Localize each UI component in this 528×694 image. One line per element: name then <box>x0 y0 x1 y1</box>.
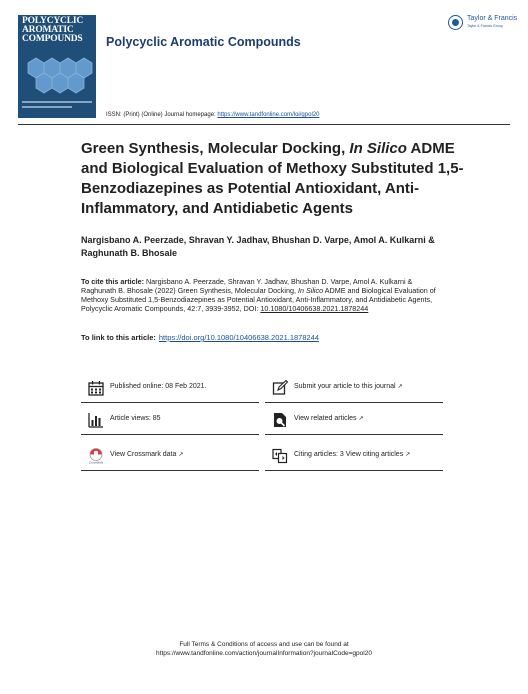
card-divider <box>265 470 443 472</box>
published-online-text: Published online: 08 Feb 2021. <box>110 383 207 390</box>
crossmark-icon <box>88 448 104 464</box>
crossmark-logo-text: CrossMark <box>88 460 104 464</box>
related-articles-link[interactable] <box>265 405 443 435</box>
related-articles-text: View related articles <box>294 415 357 422</box>
article-views-text: Article views: 85 <box>110 415 161 422</box>
article-link-line <box>81 333 319 342</box>
external-link-icon: ↗ <box>358 416 364 422</box>
card-divider <box>81 402 259 404</box>
footer <box>0 640 528 658</box>
citing-articles-icon <box>272 448 288 464</box>
journal-cover-image <box>18 15 96 118</box>
issn-line <box>106 112 319 118</box>
bar-chart-icon <box>88 412 104 428</box>
journal-homepage-link[interactable]: https://www.tandfonline.com/loi/gpol20 <box>217 112 320 118</box>
article-views-card <box>81 405 259 435</box>
citation-doi-link[interactable]: 10.1080/10406638.2021.1878244 <box>260 304 369 313</box>
citing-articles-count: Citing articles: 3 <box>294 451 346 458</box>
publisher-logo-subtext: Taylor & Francis Group <box>467 24 503 28</box>
external-link-icon: ↗ <box>405 452 411 458</box>
citing-articles-card[interactable] <box>265 441 443 471</box>
article-doi-link[interactable]: https://doi.org/10.1080/10406638.2021.1878244 <box>158 333 320 342</box>
cover-hexagon-graphic <box>18 49 96 99</box>
card-divider <box>81 434 259 436</box>
cover-title: POLYCYCLIC AROMATIC COMPOUNDS <box>22 16 83 44</box>
journal-title[interactable]: Polycyclic Aromatic Compounds <box>106 35 301 49</box>
article-authors: Nargisbano A. Peerzade, Shravan Y. Jadhav, Bhushan D. Varpe, Amol A. Kulkarni & Raghunath B. Bhosale <box>81 235 435 258</box>
external-link-icon: ↗ <box>397 384 403 390</box>
crossmark-text: View Crossmark data <box>110 451 177 458</box>
citation-label: To cite this article: <box>81 277 144 286</box>
card-divider <box>265 434 443 436</box>
cover-text-line <box>22 106 72 108</box>
link-label: To link to this article: <box>81 333 156 342</box>
issn-text: ISSN: (Print) (Online) Journal homepage: <box>106 112 216 118</box>
view-citing-articles-link[interactable]: View citing articles <box>345 451 404 458</box>
edit-icon <box>272 380 288 396</box>
publisher-logo-text: Taylor & Francis <box>467 15 518 22</box>
article-title: Green Synthesis, Molecular Docking, In Silico ADME and Biological Evaluation of Methoxy Substituted 1,5-Benzodiazepines as Potential Antioxidant, Anti-Inflammatory, and Antidiabetic Agents <box>81 140 464 217</box>
publisher-logo[interactable] <box>448 14 520 34</box>
published-online-card <box>81 373 259 403</box>
citation-block: To cite this article: Nargisbano A. Peerzade, Shravan Y. Jadhav, Bhushan D. Varpe, Amol A. Kulkarni & Raghunath B. Bhosale (2022) Green Synthesis, Molecular Docking, In Silico ADME and Biological Evaluation of Methoxy Substituted 1,5-Benzodiazepines as Potential Antioxidant, Anti-Inflammatory, and Antidiabetic Agents, Polycyclic Aromatic Compounds, 42:7, 3939-3952, DOI: 10.1080/10406638.2021.1878244 <box>81 277 436 313</box>
footer-terms-text: Full Terms & Conditions of access and use can be found at <box>179 641 349 648</box>
calendar-icon <box>88 380 104 396</box>
card-divider <box>265 402 443 404</box>
card-divider <box>81 470 259 472</box>
external-link-icon: ↗ <box>178 452 184 458</box>
publisher-logo-icon <box>448 15 463 30</box>
crossmark-link[interactable] <box>81 441 259 471</box>
header-divider <box>18 124 510 125</box>
submit-article-text: Submit your article to this journal <box>294 383 396 390</box>
document-search-icon <box>272 412 288 428</box>
cover-text-line <box>22 101 92 103</box>
submit-article-link[interactable] <box>265 373 443 403</box>
footer-terms-link[interactable]: https://www.tandfonline.com/action/journalInformation?journalCode=gpol20 <box>156 650 372 657</box>
